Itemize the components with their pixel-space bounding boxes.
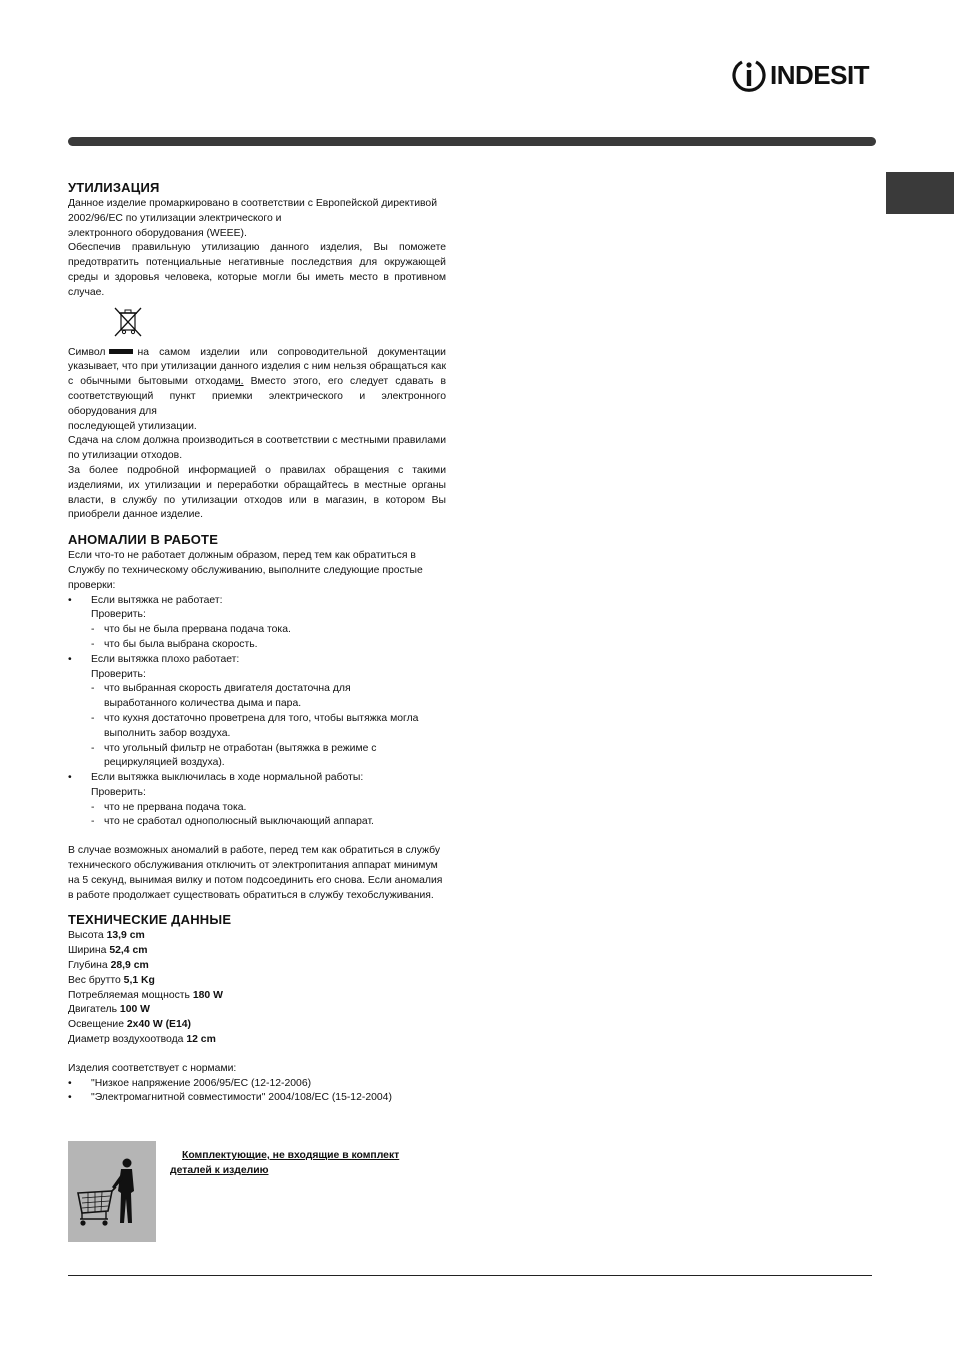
anomaly-check-item: - что бы не была прервана подача тока. (91, 623, 446, 638)
anomaly-check-label: Проверить: (91, 786, 146, 798)
accessories-text-line1: Комплектующие, не входящие в комплект (182, 1150, 400, 1161)
anomaly-check-label: Проверить: (91, 609, 146, 621)
spec-label: Освещение (68, 1019, 124, 1031)
indesit-logo (730, 56, 872, 94)
shopping-cart-person-icon (68, 1141, 156, 1242)
spec-row (68, 974, 446, 989)
disposal-p3-post: на самом изделии или сопроводительной документации указывает, что при утилизации данного изделия с ним нельзя обращаться как с обычными бытовыми отходам (68, 346, 446, 388)
spec-value: 12 cm (186, 1034, 216, 1046)
spec-label: Глубина (68, 960, 108, 972)
disposal-p3-underline: и. (234, 376, 244, 388)
header-divider (68, 137, 876, 146)
norms-intro: Изделия соответствует с нормами: (68, 1062, 237, 1074)
logo-i-icon (730, 56, 768, 94)
anomaly-case-title: Если вытяжка не работает: (91, 594, 223, 606)
disposal-p1b: электронного оборудования (WEEE). (68, 227, 247, 239)
main-column (68, 180, 446, 1106)
spec-label: Вес брутто (68, 974, 121, 986)
spec-label: Диаметр воздухоотвода (68, 1034, 184, 1046)
spec-row (68, 959, 446, 974)
anomalies-intro: Если что-то не работает должным образом, перед тем как обратиться в Службу по техническому обслуживанию, выполните следующие простые проверки: (68, 550, 423, 591)
anomalies-list (68, 594, 446, 831)
spec-value: 2x40 W (E14) (126, 1019, 191, 1031)
spec-value: 28,9 cm (110, 960, 149, 972)
norm-item: • "Низкое напряжение 2006/95/EC (12-12-2006) (68, 1077, 446, 1092)
norm-item: • "Электромагнитной совместимости" 2004/108/EC (15-12-2004) (68, 1091, 446, 1106)
anomaly-check-item: - что не прервана подача тока. (91, 801, 446, 816)
spec-row (68, 1018, 446, 1033)
disposal-heading: УТИЛИЗАЦИЯ (68, 180, 160, 195)
disposal-p1: Данное изделие промаркировано в соответствии с Европейской директивой 2002/96/ЕС по утилизации электрического и (68, 198, 438, 224)
anomaly-case (68, 653, 446, 771)
anomaly-check-item: - что кухня достаточно проветрена для того, чтобы вытяжка могла выполнить забор воздуха. (91, 712, 426, 742)
weee-bin-icon (112, 307, 144, 337)
anomalies-heading: АНОМАЛИИ В РАБОТЕ (68, 532, 219, 548)
weee-bar-icon (109, 349, 133, 354)
spec-value: 5,1 Kg (123, 974, 155, 986)
anomaly-check-item: - что бы была выбрана скорость. (91, 638, 446, 653)
disposal-p3b: последующей утилизации. (68, 420, 197, 432)
spec-label: Двигатель (68, 1004, 118, 1016)
disposal-p3-rest: Вместо этого, его следует сдавать в соответствующий пункт приемки электрического и электронного оборудования для (68, 376, 447, 417)
anomaly-check-label: Проверить: (91, 668, 146, 680)
spec-label: Высота (68, 930, 104, 942)
spec-row (68, 1003, 446, 1018)
spec-row (68, 929, 446, 944)
disposal-p4: Сдача на слом должна производиться в соответствии с местными правилами по утилизации отходов. (68, 435, 446, 462)
language-tab (886, 172, 954, 214)
disposal-p2: Обеспечив правильную утилизацию данного изделия, Вы поможете предотвратить потенциальные негативные последствия для окружающей среды и здоровья человека, которые могли бы иметь место в противном случае. (68, 242, 446, 298)
norms-list (68, 1077, 446, 1107)
footer-divider (68, 1275, 872, 1276)
disposal-p3 (68, 346, 446, 420)
accessories-link (170, 1149, 430, 1179)
spec-label: Ширина (68, 945, 107, 957)
disposal-p5: За более подробной информацией о правилах обращения с такими изделиями, их утилизации и переработки обращайтесь в местные органы власти, в службу по утилизации отходов или в магазин, в котором Вы приобрели данное изделие. (68, 464, 446, 521)
anomaly-case (68, 771, 446, 830)
spec-row (68, 989, 446, 1004)
accessories-text-line2: деталей к изделию (170, 1164, 269, 1176)
anomaly-check-item: - что не сработал однополюсный выключающий аппарат. (91, 815, 446, 830)
specs-heading: ТЕХНИЧЕСКИЕ ДАННЫЕ (68, 912, 232, 928)
anomaly-case (68, 594, 446, 653)
disposal-p3-pre: Символ (68, 346, 106, 358)
spec-value: 180 W (192, 989, 223, 1001)
anomaly-check-item: - что выбранная скорость двигателя достаточна для выработанного количества дыма и пара. (91, 682, 426, 712)
spec-label: Потребляемая мощность (68, 989, 190, 1001)
logo-text: INDESIT (770, 60, 870, 90)
anomaly-case-title: Если вытяжка плохо работает: (91, 653, 240, 665)
anomaly-check-item: - что угольный фильтр не отработан (вытяжка в режиме с рециркуляцией воздуха). (91, 742, 426, 772)
spec-value: 100 W (119, 1004, 150, 1016)
anomalies-outro: В случае возможных аномалий в работе, перед тем как обратиться в службу технического обслуживания отключить от электропитания аппарат минимум на 5 секунд, вынимая вилку и потом подсоединить его снова. Если аномалия в работе продолжает существовать обратиться в службу техобслуживания. (68, 845, 443, 901)
accessories-image (68, 1141, 156, 1242)
spec-value: 52,4 cm (109, 945, 148, 957)
spec-row (68, 1033, 446, 1048)
spec-row (68, 944, 446, 959)
spec-value: 13,9 cm (106, 930, 145, 942)
specs-list (68, 929, 446, 1047)
anomaly-case-title: Если вытяжка выключилась в ходе нормальной работы: (91, 772, 364, 784)
